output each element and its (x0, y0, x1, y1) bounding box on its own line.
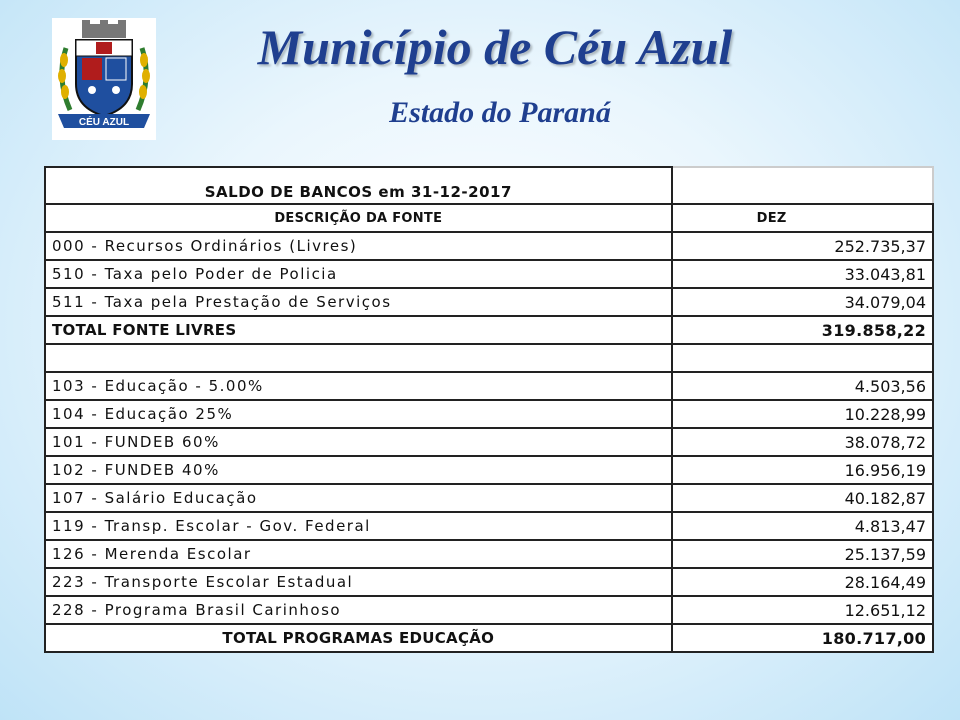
row-value: 34.079,04 (672, 288, 933, 316)
table-row (45, 232, 933, 260)
row-description: 103 - Educação - 5.00% (45, 372, 672, 400)
row-value: 12.651,12 (672, 596, 933, 624)
row-description: 126 - Merenda Escolar (45, 540, 672, 568)
table-row (45, 596, 933, 624)
row-description: 000 - Recursos Ordinários (Livres) (45, 232, 672, 260)
page-title: Município de Céu Azul (257, 19, 733, 75)
row-value: 16.956,19 (672, 456, 933, 484)
row-value: 10.228,99 (672, 400, 933, 428)
row-value: 4.813,47 (672, 512, 933, 540)
table-row (45, 540, 933, 568)
table-title-row (45, 167, 933, 204)
column-header-description: DESCRIÇÃO DA FONTE (45, 204, 672, 232)
row-description: 107 - Salário Educação (45, 484, 672, 512)
table-header-row (45, 204, 933, 232)
row-description: 511 - Taxa pela Prestação de Serviços (45, 288, 672, 316)
table-row (45, 260, 933, 288)
row-description: 104 - Educação 25% (45, 400, 672, 428)
row-value: 28.164,49 (672, 568, 933, 596)
table-row (45, 512, 933, 540)
spacer-row (45, 344, 933, 372)
table-row (45, 372, 933, 400)
table-row (45, 288, 933, 316)
row-description: 101 - FUNDEB 60% (45, 428, 672, 456)
row-value: 319.858,22 (672, 316, 933, 344)
row-description: 119 - Transp. Escolar - Gov. Federal (45, 512, 672, 540)
row-value: 252.735,37 (672, 232, 933, 260)
total-row-programas-educacao (45, 624, 933, 652)
municipal-crest (52, 18, 156, 140)
row-description: 102 - FUNDEB 40% (45, 456, 672, 484)
row-value: 25.137,59 (672, 540, 933, 568)
row-value: 4.503,56 (672, 372, 933, 400)
row-value: 33.043,81 (672, 260, 933, 288)
row-value: 40.182,87 (672, 484, 933, 512)
row-description: TOTAL PROGRAMAS EDUCAÇÃO (45, 624, 672, 652)
row-description: TOTAL FONTE LIVRES (45, 316, 672, 344)
row-description: 223 - Transporte Escolar Estadual (45, 568, 672, 596)
row-value (672, 344, 933, 372)
crest-emblem-icon (52, 18, 156, 140)
table-title-blank-cell (672, 167, 933, 204)
bank-balance-table (44, 166, 934, 653)
table-row (45, 400, 933, 428)
crest-ribbon-text: CÉU AZUL (78, 117, 130, 128)
row-value: 180.717,00 (672, 624, 933, 652)
row-description (45, 344, 672, 372)
table-row (45, 568, 933, 596)
table-title: SALDO DE BANCOS em 31-12-2017 (45, 167, 672, 204)
table-row (45, 428, 933, 456)
column-header-dez: DEZ (672, 204, 933, 232)
row-description: 228 - Programa Brasil Carinhoso (45, 596, 672, 624)
row-description: 510 - Taxa pelo Poder de Policia (45, 260, 672, 288)
table-row (45, 484, 933, 512)
row-value: 38.078,72 (672, 428, 933, 456)
total-row-fonte-livres (45, 316, 933, 344)
table-row (45, 456, 933, 484)
page-subtitle: Estado do Paraná (389, 96, 611, 129)
